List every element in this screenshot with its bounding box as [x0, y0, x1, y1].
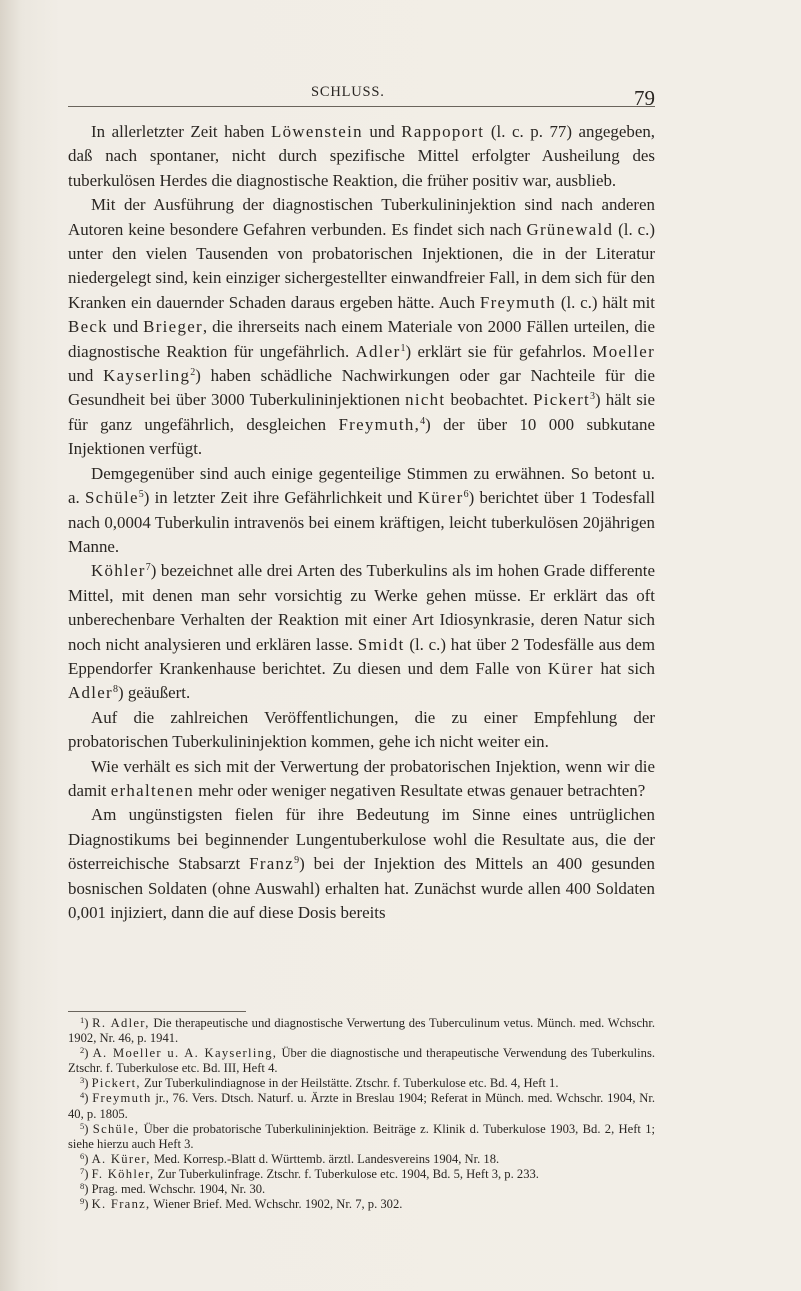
paragraph-5: Auf die zahlreichen Veröffentlichungen, die zu einer Empfehlung der probatorischen Tuberkulininjektion kommen, gehe ich nicht weiter ein. — [68, 707, 655, 752]
paragraph-7: Am ungünstigsten fielen für ihre Bedeutung im Sinne eines untrüglichen Diagnostikums bei beginnender Lungentuberkulose wohl die Resultate aus, die der österreichische Stabsarzt Franz$^9$) bei der Injektion des Mittels an 400 gesunden bosnischen Soldaten (ohne Auswahl) erhalten hat. Zunächst wurde allen 400 Soldaten 0,001 injiziert, dann die auf diese Dosis bereits — [68, 805, 655, 922]
footnote-ref: 3 — [590, 391, 596, 403]
footnote: $^1$) R. Adler, Die therapeutische und diagnostische Verwertung des Tuberculinum vetus. Münch. med. Wchschr. 1902, Nr. 46, p. 1941. — [68, 1015, 655, 1046]
author-name: Adler — [68, 683, 113, 703]
paragraph-6: Wie verhält es sich mit der Verwertung der probatorischen Injektion, wenn wir die damit erhaltenen mehr oder weniger negativen Resultate etwas genauer betrachten? — [68, 756, 655, 800]
author-name: Löwenstein — [271, 122, 363, 141]
footnote-ref: 7 — [145, 562, 151, 574]
author-name: Adler — [355, 341, 401, 361]
author-name: Franz — [249, 854, 295, 874]
author-name: Freymuth — [479, 292, 557, 312]
author-name: Rappoport — [401, 122, 485, 141]
emphasis: erhaltenen — [110, 780, 195, 800]
footnote-divider — [68, 1011, 246, 1012]
emphasis: nicht — [405, 390, 446, 410]
footnote: $^2$) A. Moeller u. A. Kayserling, Über die diagnostische und therapeutische Verwendung des Tuberkulins. Ztschr. f. Tuberkulose etc. Bd. III, Heft 4. — [68, 1045, 655, 1076]
footnote-ref: 2 — [190, 367, 196, 379]
running-head: SCHLUSS. — [311, 84, 385, 100]
footnote-author: Freymuth — [92, 1091, 152, 1106]
footnote-ref: 8 — [112, 684, 118, 696]
author-name: Kayserling — [103, 366, 191, 386]
author-name: Köhler — [91, 561, 146, 581]
author-name: Brieger — [143, 317, 203, 337]
footnote: $^7$) F. Köhler, Zur Tuberkulinfrage. Ztschr. f. Tuberkulose etc. 1904, Bd. 5, Heft 3, p. 233. — [80, 1165, 539, 1181]
page-header — [68, 84, 655, 110]
footnote-author: R. Adler, — [92, 1016, 150, 1030]
footnote-author: K. Franz, — [91, 1197, 151, 1212]
author-name: Freymuth, — [338, 414, 421, 434]
author-name: Kürer — [417, 488, 464, 508]
author-name: Pickert — [533, 390, 591, 410]
page-number: 79 — [634, 86, 655, 110]
author-name: Schüle — [84, 488, 139, 508]
footnote: $^9$) K. Franz, Wiener Brief. Med. Wchschr. 1902, Nr. 7, p. 302. — [80, 1196, 403, 1212]
paragraph-4: Köhler$^7$) bezeichnet alle drei Arten des Tuberkulins als im hohen Grade differente Mittel, mit denen man sehr vorsichtig zu Werke gehen müsse. Er erklärt das oft unberechenbare Verhalten der Reaktion mit einer Art Idiosynkrasie, deren Natur sich noch nicht analysieren und erklären lasse. Smidt (l. c.) hat über 2 Todesfälle aus dem Eppendorfer Krankenhause berichtet. Zu diesen und dem Falle von Kürer hat sich Adler$^8$) geäußert. — [68, 561, 655, 703]
author-name: Kürer — [547, 658, 594, 678]
author-name: Moeller — [592, 341, 655, 361]
footnotes — [68, 1016, 655, 1212]
footnote: $^5$) Schüle, Über die probatorische Tuberkulininjektion. Beiträge z. Klinik d. Tuberkulose 1903, Bd. 2, Heft 1; siehe hierzu auch Heft 3. — [68, 1120, 656, 1151]
footnote-author: Pickert, — [91, 1076, 141, 1091]
paragraph-3: Demgegenüber sind auch einige gegenteilige Stimmen zu erwähnen. So betont u. a. Schüle$^5$) in letzter Zeit ihre Gefährlichkeit und Kürer$^6$) berichtet über 1 Todesfall nach 0,0004 Tuberkulin intravenös bei einem kräftigen, leicht tuberkulösen 20jährigen Manne. — [68, 463, 656, 556]
footnote-ref: 1 — [400, 342, 406, 354]
footnote-ref: 9 — [294, 855, 300, 867]
footnote: $^6$) A. Kürer, Med. Korresp.-Blatt d. Württemb. ärztl. Landesvereins 1904, Nr. 18. — [80, 1150, 500, 1166]
footnote-ref: 6 — [463, 489, 469, 501]
author-name: Grünewald — [526, 219, 614, 239]
author-name: Beck — [68, 317, 108, 337]
footnote-ref: 4 — [420, 415, 426, 427]
footnote-author: A. Kürer, — [91, 1151, 151, 1166]
author-name: Smidt — [357, 634, 405, 654]
body-text — [68, 120, 655, 925]
paragraph-2: Mit der Ausführung der diagnostischen Tuberkulininjektion sind nach anderen Autoren keine besondere Gefahren verbunden. Es findet sich nach Grünewald (l. c.) unter den vielen Tausenden von probatorischen Injektionen, die in der Literatur niedergelegt sind, kein einziger sichergestellter einwandfreier Fall, in dem sich für den Kranken ein dauernder Schaden daraus ergeben hätte. Auch Freymuth (l. c.) hält mit Beck und Brieger, die ihrerseits nach einem Materiale von 2000 Fällen urteilen, die diagnostische Reaktion für ungefährlich. Adler$^1$) erklärt sie für gefahrlos. Moeller und Kayserling$^2$) haben schädliche Nachwirkungen oder gar Nachteile für die Gesundheit bei über 3000 Tuberkulininjektionen nicht beobachtet. Pickert$^3$) hält sie für ganz ungefährlich, desgleichen Freymuth,$^4$) der über 10 000 subkutane Injektionen verfügt. — [68, 195, 656, 459]
footnote-author: F. Köhler, — [91, 1166, 155, 1181]
footnote-ref: 5 — [138, 489, 144, 501]
paragraph-1: In allerletzter Zeit haben Löwenstein und Rappoport (l. c. p. 77) angegeben, daß nach spontaner, nicht durch spezifische Mittel erfolgter Ausheilung des tuberkulösen Herdes die diagnostische Reaktion, die früher positiv war, ausblieb. — [68, 122, 655, 190]
footnote: $^8$) Prag. med. Wchschr. 1904, Nr. 30. — [80, 1181, 266, 1197]
footnote-author: Schüle, — [92, 1121, 140, 1136]
footnote-author: A. Moeller u. A. Kayserling, — [92, 1046, 278, 1061]
footnote: $^3$) Pickert, Zur Tuberkulindiagnose in der Heilstätte. Ztschr. f. Tuberkulose etc. Bd. 4, Heft 1. — [80, 1075, 559, 1091]
footnote: $^4$) Freymuth jr., 76. Vers. Dtsch. Naturf. u. Ärzte in Breslau 1904; Referat in Münch. med. Wchschr. 1904, Nr. 40, p. 1805. — [68, 1090, 656, 1121]
